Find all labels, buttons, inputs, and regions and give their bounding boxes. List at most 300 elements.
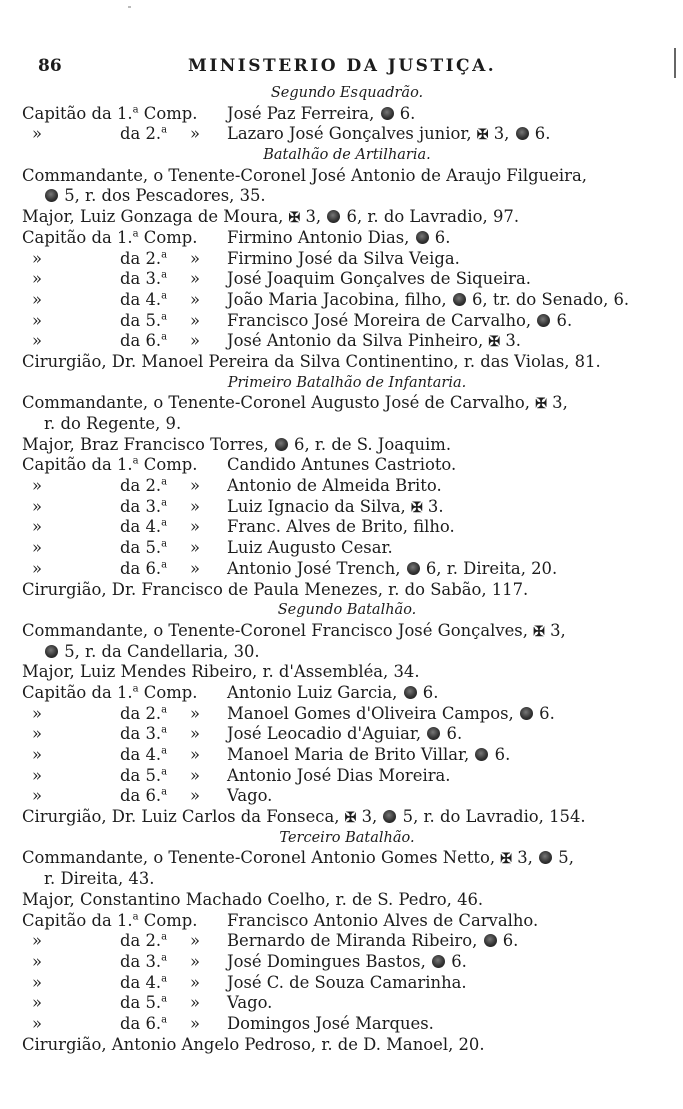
company-ordinal — [120, 931, 167, 952]
entry-line — [22, 890, 672, 911]
officer-line — [22, 745, 672, 766]
entry-line — [22, 207, 672, 228]
cross-icon: ✠ — [533, 623, 545, 640]
company-ordinal — [120, 952, 167, 973]
company-ordinal — [120, 704, 167, 725]
name-text: José Paz Ferreira, — [227, 103, 380, 123]
company-ordinal — [120, 476, 167, 497]
officer-line — [22, 249, 672, 270]
name-text: Lazaro José Gonçalves junior, — [227, 124, 477, 144]
ditto-mark: » — [32, 724, 43, 744]
entry-line — [22, 393, 672, 414]
entry-text: Major, Braz Francisco Torres, — [22, 434, 274, 454]
officer-name — [227, 766, 451, 787]
medal-icon — [407, 562, 420, 575]
officer-line — [22, 269, 672, 290]
medal-icon — [427, 727, 440, 740]
entry-text: 6. — [446, 951, 467, 971]
company-ordinal — [120, 249, 167, 270]
ordinal-sup: a — [161, 538, 168, 550]
name-text: Manoel Gomes d'Oliveira Campos, — [227, 703, 519, 723]
ordinal-sup: a — [161, 331, 168, 343]
ordinal-text: da 6. — [120, 558, 162, 578]
cross-icon: ✠ — [344, 810, 357, 827]
entry-text: r. Direita, 43. — [44, 869, 155, 889]
section-heading — [22, 145, 672, 166]
officer-name — [227, 311, 572, 332]
medal-icon — [475, 748, 488, 761]
ordinal-text: da 2. — [120, 703, 162, 723]
officer-line — [22, 476, 672, 497]
officer-name — [227, 931, 518, 952]
entry-text: 6. — [417, 682, 439, 702]
ditto-mark: » — [190, 745, 201, 764]
ditto-mark: » — [190, 269, 201, 289]
ditto-mark: » — [32, 496, 43, 516]
name-text: Francisco José Moreira de Carvalho, — [227, 310, 537, 330]
officer-name — [227, 290, 629, 311]
medal-icon — [327, 210, 340, 223]
medal-icon — [45, 189, 58, 202]
entry-text: 3, — [488, 124, 515, 144]
company-ordinal — [120, 973, 167, 994]
section-heading — [22, 600, 672, 621]
name-text: José Antonio da Silva Pinheiro, — [227, 331, 489, 351]
entry-text: 6, r. de S. Joaquim. — [288, 434, 452, 454]
ditto-mark: » — [190, 289, 201, 309]
entry-text: 3, — [544, 620, 566, 640]
ordinal-sup: a — [161, 952, 168, 964]
ditto-mark: » — [190, 972, 201, 992]
rank-text: Capitão da 1. — [22, 227, 133, 247]
rank-text: Comp. — [138, 910, 198, 930]
company-ordinal — [120, 331, 167, 352]
medal-icon — [453, 293, 466, 306]
ditto-mark: » — [190, 248, 201, 268]
ditto-mark: » — [32, 269, 43, 289]
medal-icon — [432, 955, 445, 968]
ordinal-sup: a — [161, 311, 168, 323]
ditto-mark: » — [190, 496, 201, 516]
entry-line — [22, 621, 672, 642]
company-ordinal — [120, 517, 167, 538]
medal-icon — [404, 686, 417, 699]
ordinal-sup: a — [132, 683, 139, 695]
company-ordinal — [120, 724, 167, 745]
medal-icon — [275, 438, 288, 451]
entry-text: 6, r. do Lavradio, 97. — [341, 207, 520, 227]
ditto-mark: » — [32, 703, 43, 723]
ordinal-sup: a — [161, 269, 168, 281]
officer-line — [22, 993, 672, 1014]
entry-text: 5, r. do Lavradio, 154. — [397, 807, 586, 827]
medal-icon — [516, 127, 529, 140]
ditto-mark: » — [32, 289, 43, 309]
officer-name — [227, 973, 467, 994]
officer-line — [22, 517, 672, 538]
entry-text: 6. — [429, 227, 451, 247]
cross-icon: ✠ — [476, 127, 489, 144]
ordinal-text: da 5. — [120, 310, 162, 330]
section-heading-text: Batalhão de Artilharia. — [263, 147, 431, 164]
ditto-mark: » — [32, 558, 43, 578]
officer-name — [227, 124, 550, 146]
ordinal-sup: a — [161, 517, 168, 529]
officer-name — [227, 911, 538, 932]
entry-text: 6, tr. do Senado, 6. — [466, 289, 630, 309]
ordinal-text: da 4. — [120, 517, 162, 537]
entry-text: 6. — [551, 310, 573, 330]
name-text: Bernardo de Miranda Ribeiro, — [227, 931, 483, 951]
officer-line — [22, 1014, 672, 1035]
officer-name — [227, 559, 557, 580]
ordinal-text: da 4. — [120, 972, 162, 992]
ditto-mark: » — [32, 993, 43, 1013]
ordinal-text: da 3. — [120, 724, 162, 744]
ordinal-sup: a — [161, 704, 168, 716]
ditto-mark: » — [190, 1013, 201, 1033]
officer-name — [227, 517, 455, 538]
company-ordinal — [120, 766, 167, 787]
name-text: Vago. — [227, 993, 273, 1013]
officer-line — [22, 786, 672, 807]
cross-icon: ✠ — [410, 499, 423, 516]
ditto-mark: » — [32, 972, 43, 992]
rank-text: Capitão da 1. — [22, 455, 133, 475]
entry-text: 3, — [512, 848, 539, 868]
entry-text: Commandante, o Tenente-Coronel Antonio Gomes Netto, — [22, 848, 501, 868]
ordinal-text: da 5. — [120, 993, 162, 1013]
ditto-mark: » — [32, 310, 43, 330]
ordinal-sup: a — [161, 973, 168, 985]
page-edge-rule — [674, 48, 676, 78]
name-text: Luiz Ignacio da Silva, — [227, 496, 411, 516]
ditto-mark: » — [190, 703, 201, 723]
ditto-mark: » — [190, 993, 201, 1013]
company-ordinal — [120, 290, 167, 311]
ditto-mark: » — [190, 951, 201, 971]
entry-line — [22, 352, 672, 373]
officer-line — [22, 104, 672, 125]
medal-icon — [45, 645, 58, 658]
officer-line — [22, 228, 672, 249]
ditto-mark: » — [190, 331, 201, 351]
ordinal-sup: a — [161, 497, 168, 509]
ordinal-text: da 5. — [120, 538, 162, 558]
officer-name — [227, 745, 510, 766]
entry-continuation — [22, 186, 672, 207]
ordinal-text: da 5. — [120, 765, 162, 785]
entry-text: Cirurgião, Dr. Francisco de Paula Menezes, r. do Sabão, 117. — [22, 579, 529, 599]
section-heading — [22, 373, 672, 394]
ordinal-text: da 4. — [120, 745, 162, 764]
officer-line — [22, 331, 672, 352]
company-ordinal — [120, 269, 167, 290]
officer-line — [22, 931, 672, 952]
ordinal-text: da 2. — [120, 931, 162, 951]
ditto-mark: » — [190, 786, 201, 806]
company-ordinal — [120, 745, 167, 766]
entry-line — [22, 807, 672, 828]
entry-text: 6. — [497, 931, 519, 951]
entry-text: 5, — [553, 848, 574, 868]
ditto-mark: » — [32, 517, 43, 537]
medal-icon — [416, 231, 429, 244]
ditto-mark: » — [32, 931, 43, 951]
ordinal-sup: a — [132, 104, 139, 116]
cross-icon: ✠ — [288, 210, 301, 227]
officer-line — [22, 704, 672, 725]
ordinal-sup: a — [161, 786, 168, 798]
entry-text: 5, r. dos Pescadores, 35. — [59, 186, 266, 206]
ordinal-text: da 6. — [120, 331, 162, 351]
section-heading-text: Terceiro Batalhão. — [279, 829, 415, 846]
officer-line — [22, 455, 672, 476]
name-text: José Leocadio d'Aguiar, — [227, 724, 427, 744]
name-text: Francisco Antonio Alves de Carvalho. — [227, 910, 539, 930]
section-heading — [22, 828, 672, 849]
entry-text: 3. — [422, 496, 444, 516]
name-text: Vago. — [227, 786, 273, 806]
rank-text: Capitão da 1. — [22, 682, 133, 702]
officer-name — [227, 1014, 434, 1035]
entry-text: Commandante, o Tenente-Coronel Francisco José Gonçalves, — [22, 620, 534, 640]
ditto-mark: » — [190, 538, 201, 558]
officer-name — [227, 952, 467, 973]
rank-label — [22, 104, 197, 125]
entry-text: 6. — [529, 124, 551, 144]
company-ordinal — [120, 559, 167, 580]
ditto-mark: » — [32, 331, 43, 351]
company-ordinal — [120, 993, 167, 1014]
name-text: Firmino Antonio Dias, — [227, 227, 415, 247]
ditto-mark: » — [32, 786, 43, 806]
entry-text: Cirurgião, Antonio Angelo Pedroso, r. de D. Manoel, 20. — [22, 1034, 485, 1054]
entry-text: 3, — [356, 807, 383, 827]
entry-continuation — [22, 869, 672, 890]
officer-line — [22, 911, 672, 932]
officer-line — [22, 311, 672, 332]
name-text: Firmino José da Silva Veiga. — [227, 248, 460, 268]
ordinal-text: da 3. — [120, 496, 162, 516]
page-number: 86 — [38, 56, 62, 76]
officer-line — [22, 766, 672, 787]
ordinal-text: da 3. — [120, 951, 162, 971]
ordinal-sup: a — [161, 1014, 168, 1026]
rank-label — [22, 683, 197, 704]
ditto-mark: » — [32, 745, 43, 764]
ordinal-sup: a — [161, 766, 168, 778]
name-text: Manoel Maria de Brito Villar, — [227, 745, 475, 764]
ditto-mark: » — [32, 538, 43, 558]
rank-text: Comp. — [138, 103, 198, 123]
ditto-mark: » — [190, 724, 201, 744]
ditto-mark: » — [190, 558, 201, 578]
ditto-mark: » — [190, 124, 201, 144]
officer-line — [22, 973, 672, 994]
entry-text: Cirurgião, Dr. Manoel Pereira da Silva Continentino, r. das Violas, 81. — [22, 351, 601, 371]
ordinal-sup: a — [161, 249, 168, 261]
entry-line — [22, 435, 672, 456]
officer-line — [22, 290, 672, 311]
company-ordinal — [120, 497, 167, 518]
entry-text: Major, Luiz Mendes Ribeiro, r. d'Assembléa, 34. — [22, 662, 420, 682]
officer-name — [227, 724, 462, 745]
entry-text: Commandante, o Tenente-Coronel Augusto José de Carvalho, — [22, 393, 536, 413]
cross-icon: ✠ — [488, 334, 501, 351]
ordinal-sup: a — [132, 228, 139, 240]
ditto-mark: » — [190, 765, 201, 785]
name-text: João Maria Jacobina, filho, — [227, 289, 452, 309]
officer-name — [227, 993, 272, 1014]
entry-text: Commandante, o Tenente-Coronel José Antonio de Araujo Filgueira, — [22, 165, 587, 185]
rank-text: Comp. — [138, 227, 198, 247]
entry-continuation — [22, 642, 672, 663]
company-ordinal — [120, 786, 167, 807]
ordinal-text: da 6. — [120, 1013, 162, 1033]
name-text: Franc. Alves de Brito, filho. — [227, 517, 455, 537]
entry-text: Major, Constantino Machado Coelho, r. de S. Pedro, 46. — [22, 889, 484, 909]
officer-name — [227, 249, 460, 270]
rank-label — [22, 455, 197, 476]
name-text: Antonio José Dias Moreira. — [227, 765, 451, 785]
cross-icon: ✠ — [500, 851, 513, 868]
ordinal-sup: a — [132, 455, 139, 467]
officer-name — [227, 538, 393, 559]
officer-name — [227, 455, 456, 476]
officer-line — [22, 559, 672, 580]
officer-name — [227, 704, 555, 725]
cross-icon: ✠ — [535, 396, 547, 413]
ordinal-sup: a — [161, 993, 168, 1005]
medal-icon — [539, 851, 552, 864]
officer-line — [22, 124, 672, 145]
entry-text: 6. — [394, 103, 416, 123]
entry-text: r. do Regente, 9. — [44, 414, 182, 433]
company-ordinal — [120, 124, 167, 145]
name-text: José Domingues Bastos, — [227, 951, 431, 971]
entry-line — [22, 580, 672, 601]
name-text: Antonio Luiz Garcia, — [227, 682, 403, 702]
section-heading-text: Primeiro Batalhão de Infantaria. — [227, 374, 467, 391]
entry-text: Major, Luiz Gonzaga de Moura, — [22, 207, 289, 227]
entry-text: Cirurgião, Dr. Luiz Carlos da Fonseca, — [22, 807, 345, 827]
entry-text: 3. — [500, 331, 521, 351]
company-ordinal — [120, 311, 167, 332]
ditto-mark: » — [32, 951, 43, 971]
ditto-mark: » — [190, 310, 201, 330]
ordinal-text: da 3. — [120, 269, 162, 289]
section-heading-text: Segundo Esquadrão. — [270, 85, 424, 101]
ordinal-sup: a — [161, 290, 168, 302]
section-heading — [22, 83, 672, 104]
ordinal-text: da 6. — [120, 786, 162, 806]
rank-label — [22, 228, 197, 249]
rank-text: Comp. — [138, 455, 198, 475]
ditto-mark: » — [190, 931, 201, 951]
ordinal-sup: a — [161, 476, 168, 488]
entry-continuation — [22, 414, 672, 435]
officer-name — [227, 476, 442, 497]
company-ordinal — [120, 1014, 167, 1035]
running-title: MINISTERIO DA JUSTIÇA. — [188, 56, 497, 76]
ordinal-text: da 2. — [120, 248, 162, 268]
entry-text: 5, r. da Candellaria, 30. — [59, 641, 260, 661]
ordinal-sup: a — [161, 745, 168, 757]
officer-line — [22, 952, 672, 973]
ditto-mark: » — [32, 248, 43, 268]
medal-icon — [381, 107, 394, 120]
entry-line — [22, 848, 672, 869]
officer-name — [227, 331, 521, 353]
officer-line — [22, 497, 672, 518]
name-text: Antonio José Trench, — [227, 558, 406, 578]
ordinal-sup: a — [161, 559, 168, 571]
page-body — [22, 83, 672, 1055]
ordinal-sup: a — [132, 911, 139, 923]
rank-label — [22, 911, 197, 932]
entry-text: 3, — [546, 393, 568, 413]
entry-line — [22, 166, 672, 187]
company-ordinal — [120, 538, 167, 559]
name-text: José Joaquim Gonçalves de Siqueira. — [227, 269, 531, 289]
ordinal-sup: a — [161, 124, 168, 136]
ditto-mark: » — [32, 124, 43, 144]
medal-icon — [484, 934, 497, 947]
name-text: Luiz Augusto Cesar. — [227, 538, 393, 558]
medal-icon — [537, 314, 550, 327]
officer-name — [227, 104, 415, 125]
officer-name — [227, 269, 531, 290]
ordinal-text: da 2. — [120, 476, 162, 496]
ditto-mark: » — [190, 476, 201, 496]
officer-name — [227, 228, 450, 249]
officer-name — [227, 497, 444, 519]
page-header — [38, 52, 658, 78]
entry-text: 6. — [489, 745, 511, 764]
ordinal-sup: a — [161, 724, 168, 736]
name-text: Candido Antunes Castrioto. — [227, 455, 457, 475]
name-text: Antonio de Almeida Brito. — [227, 476, 442, 496]
entry-text: 6, r. Direita, 20. — [420, 558, 558, 578]
rank-text: Capitão da 1. — [22, 103, 133, 123]
medal-icon — [383, 810, 396, 823]
officer-name — [227, 683, 438, 704]
name-text: José C. de Souza Camarinha. — [227, 972, 467, 992]
entry-line — [22, 1035, 672, 1056]
print-speck — [128, 6, 131, 8]
name-text: Domingos José Marques. — [227, 1013, 434, 1033]
rank-text: Comp. — [138, 682, 198, 702]
section-heading-text: Segundo Batalhão. — [277, 602, 417, 619]
ditto-mark: » — [32, 476, 43, 496]
officer-name — [227, 786, 272, 807]
officer-line — [22, 538, 672, 559]
rank-text: Capitão da 1. — [22, 910, 133, 930]
entry-text: 3, — [300, 207, 327, 227]
entry-text: 6. — [441, 724, 463, 744]
medal-icon — [520, 707, 533, 720]
ditto-mark: » — [190, 517, 201, 537]
ordinal-sup: a — [161, 931, 168, 943]
officer-line — [22, 683, 672, 704]
ordinal-text: da 2. — [120, 124, 162, 144]
ditto-mark: » — [32, 1013, 43, 1033]
entry-line — [22, 662, 672, 683]
entry-text: 6. — [533, 703, 555, 723]
ordinal-text: da 4. — [120, 289, 162, 309]
officer-line — [22, 724, 672, 745]
